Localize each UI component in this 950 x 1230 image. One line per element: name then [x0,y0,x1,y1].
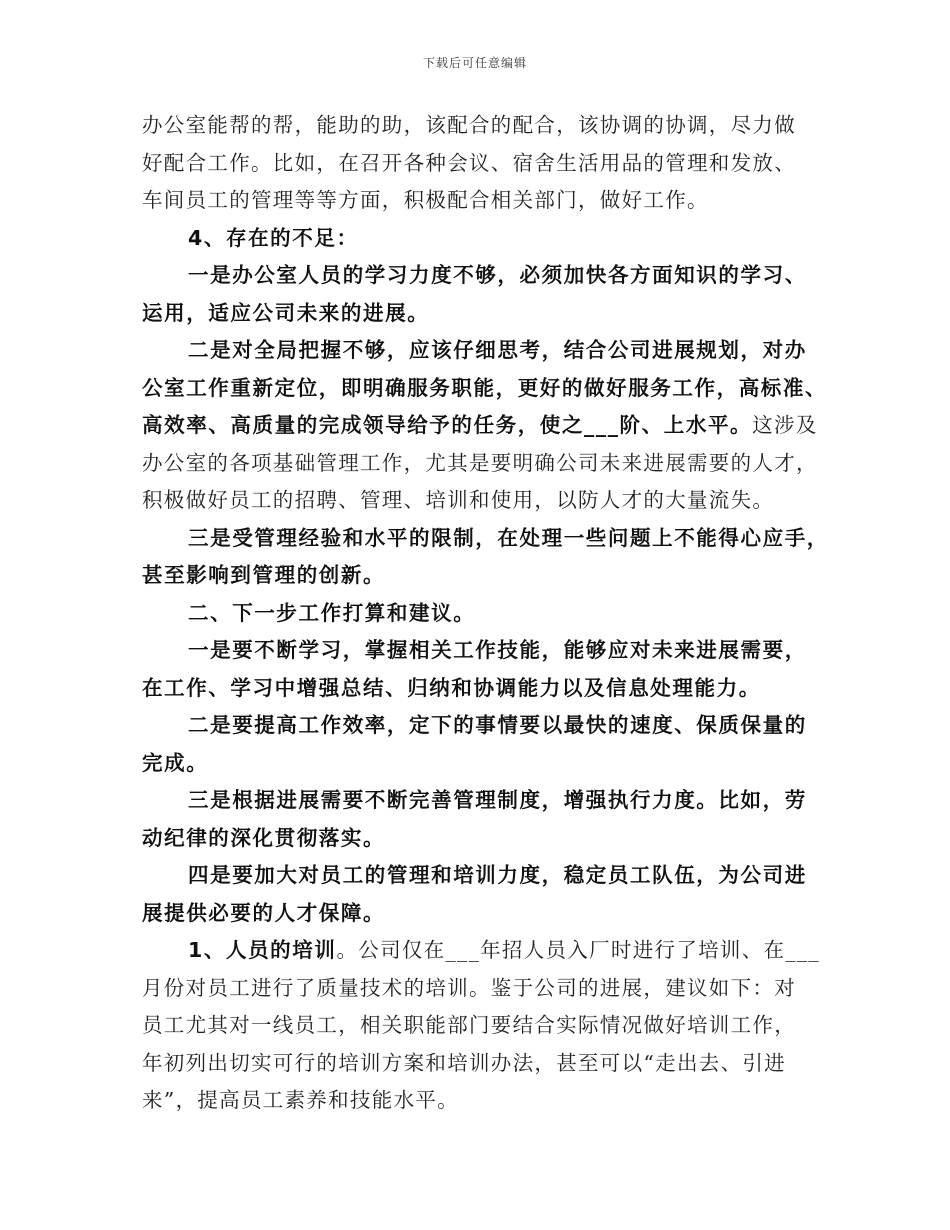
text-segment: 三是根据进展需要不断完善管理制度，增强执行力度。比如，劳 [188,788,807,812]
text-line [142,820,814,858]
text-line [142,407,818,445]
text-line [142,745,814,783]
text-line [142,1045,814,1083]
text-line [142,1007,814,1045]
text-segment: 来”，提高员工素养和技能水平。 [142,1088,459,1112]
text-line [142,895,814,933]
text-line [142,670,814,708]
text-line [142,220,814,258]
text-line [142,782,814,820]
text-segment: 完成。 [142,750,209,775]
text-segment: 1、人员的培训 [188,938,337,962]
text-line [142,145,814,183]
text-segment: 二、下一步工作打算和建议。 [188,600,476,625]
document-body [142,107,829,1120]
text-segment: 月份对员工进行了质量技术的培训。鉴于公司的进展，建议如下：对 [142,975,796,1000]
text-line [142,520,829,558]
text-segment: 办公室能帮的帮，能助的助，该配合的配合，该协调的协调，尽力做 [142,113,796,137]
text-line [142,707,814,745]
text-segment: 甚至影响到管理的创新。 [142,563,386,587]
text-line [142,332,814,370]
text-segment: 4、存在的不足： [188,225,359,250]
text-segment: 年初列出切实可行的培训方案和培训办法，甚至可以“走出去、引进 [142,1050,786,1075]
text-segment: 高效率、高质量的完成领导给予的任务，使之___阶、上水平。 [142,413,753,437]
text-line [142,970,814,1008]
text-segment: 展提供必要的人才保障。 [142,900,386,925]
text-line [142,1082,814,1120]
text-segment: 积极做好员工的招聘、管理、培训和使用，以防人才的大量流失。 [142,488,775,512]
text-segment: 二是要提高工作效率，定下的事情要以最快的速度、保质保量的 [188,713,807,737]
text-line [142,107,814,145]
text-segment: 动纪律的深化贯彻落实。 [142,825,386,850]
text-segment: 一是要不断学习，掌握相关工作技能，能够应对未来进展需要， [188,638,807,662]
text-segment: 运用，适应公司未来的进展。 [142,300,430,325]
text-segment: 在工作、学习中增强总结、归纳和协调能力以及信息处理能力。 [142,675,761,700]
text-segment: 一是办公室人员的学习力度不够，必须加快各方面知识的学习、 [188,263,807,287]
text-segment: 二是对全局把握不够，应该仔细思考，结合公司进展规划，对办 [188,338,807,362]
text-segment: 员工尤其对一线员工，相关职能部门要结合实际情况做好培训工作， [142,1013,796,1037]
text-line [142,182,814,220]
text-segment: 好配合工作。比如，在召开各种会议、宿舍生活用品的管理和发放、 [142,150,796,175]
text-line [142,445,818,483]
text-segment: 四是要加大对员工的管理和培训力度，稳定员工队伍，为公司进 [188,863,807,887]
text-segment: 公室工作重新定位，即明确服务职能，更好的做好服务工作，高标准、 [142,375,828,400]
text-line [142,932,820,970]
text-line [142,857,814,895]
text-line [142,482,814,520]
text-segment: 这涉及 [752,413,818,437]
text-line [142,632,814,670]
text-segment: 。公司仅在___年招人员入厂时进行了培训、在___ [336,938,820,962]
text-line [142,370,828,408]
text-line [142,595,814,633]
text-line [142,295,814,333]
text-line [142,557,814,595]
header-note: 下载后可任意编辑 [422,56,527,70]
text-segment: 三是受管理经验和水平的限制，在处理一些问题上不能得心应手， [188,525,829,550]
text-segment: 车间员工的管理等等方面，积极配合相关部门，做好工作。 [142,188,709,212]
text-line [142,257,814,295]
text-segment: 办公室的各项基础管理工作，尤其是要明确公司未来进展需要的人才， [142,450,818,475]
